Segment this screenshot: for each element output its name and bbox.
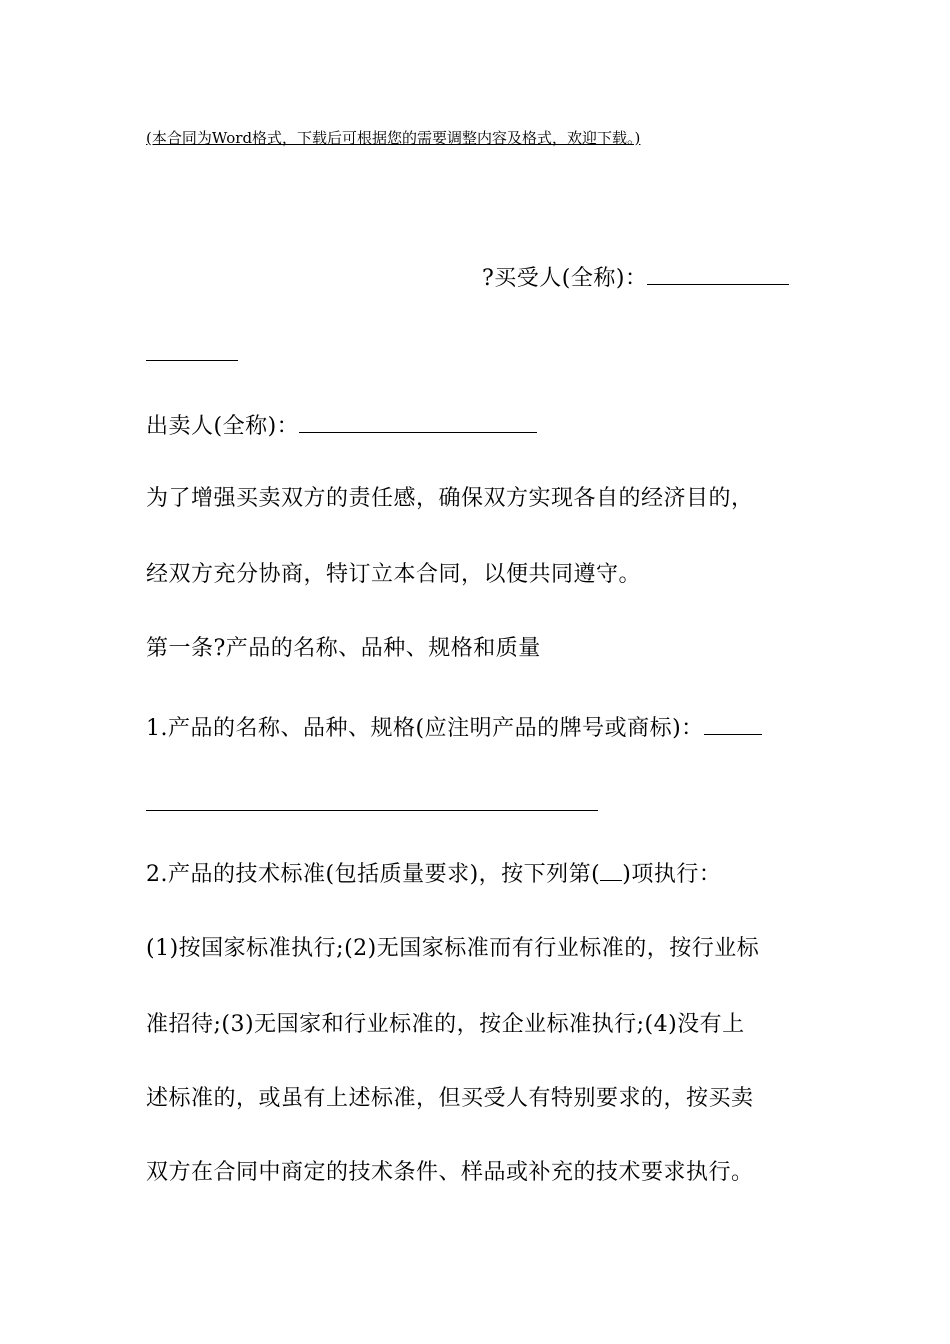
standards-line-3: 述标准的，或虽有上述标准，但买受人有特别要求的，按买卖 [146,1086,754,1111]
seller-name-blank[interactable] [299,410,537,433]
buyer-label: ?买受人(全称)： [482,266,648,291]
article-1-item-1-continuation [146,788,598,820]
buyer-field [482,262,789,294]
preamble-line-2: 经双方充分协商，特订立本合同，以便共同遵守。 [146,562,642,587]
buyer-name-blank[interactable] [647,262,789,285]
buyer-field-continuation [146,338,238,370]
article-1-title: 第一条?产品的名称、品种、规格和质量 [146,636,541,661]
buyer-name-blank-continued[interactable] [146,338,238,361]
standards-line-4: 双方在合同中商定的技术条件、样品或补充的技术要求执行。 [146,1160,754,1185]
standards-line-1: (1)按国家标准执行;(2)无国家标准而有行业标准的，按行业标 [146,936,760,961]
preamble-line-1: 为了增强买卖双方的责任感，确保双方实现各自的经济目的， [146,486,754,511]
article-1-item-1 [146,712,762,744]
product-name-blank[interactable] [704,712,762,735]
article-1-item-2 [146,858,721,890]
item-2-prefix: 2.产品的技术标准(包括质量要求)，按下列第( [146,862,601,887]
item-2-suffix: )项执行： [622,862,722,887]
item-1-label: 1.产品的名称、品种、规格(应注明产品的牌号或商标)： [146,716,704,741]
product-name-blank-continued[interactable] [146,788,598,811]
standards-line-2: 准招待;(3)无国家和行业标准的，按企业标准执行;(4)没有上 [146,1012,745,1037]
seller-label: 出卖人(全称)： [146,414,300,439]
format-notice: (本合同为Word格式，下载后可根据您的需要调整内容及格式，欢迎下载。) [146,129,641,147]
seller-field [146,410,537,442]
standard-choice-blank[interactable] [600,858,622,881]
